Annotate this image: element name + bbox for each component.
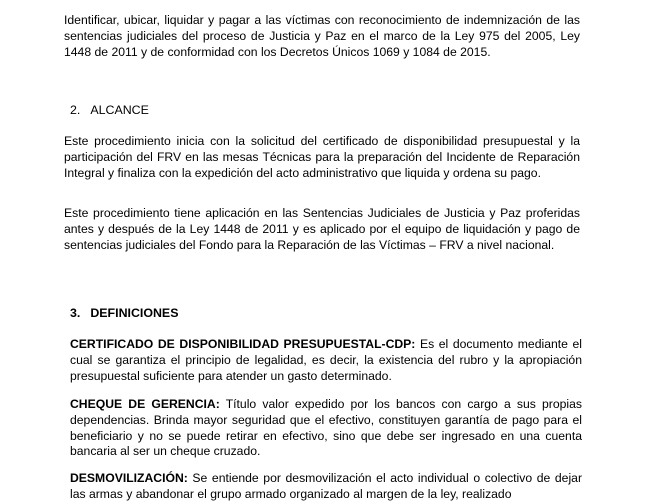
definition-cdp [70, 337, 582, 384]
definition-text: Título valor expedido por los bancos con cargo a sus propias dependencias. Brinda mayor seguridad que el efectivo, constituyen garantía de pago para el beneficiario y no se puede retirar en efectivo, sino que debe ser ingresado en una cuenta bancaria al ser un cheque cruzado. [70, 397, 582, 459]
definition-term: DESMOVILIZACIÓN: [70, 471, 188, 485]
section-number: 3. [70, 306, 81, 320]
definition-text: Es el documento mediante el cual se garantiza el principio de legalidad, es decir, la existencia del rubro y la apropiación presupuestal suficiente para atender un gasto determinado. [70, 337, 582, 383]
section-title: ALCANCE [90, 103, 149, 117]
alcance-paragraph-1: Este procedimiento inicia con la solicitud del certificado de disponibilidad presupuestal y la participación del FRV en las mesas Técnicas para la preparación del Incidente de Reparación Integral y finaliza con la expedición del acto administrativo que liquida y ordena su pago. [64, 134, 580, 180]
definition-term: CERTIFICADO DE DISPONIBILIDAD PRESUPUESTAL-CDP: [70, 337, 416, 351]
objective-paragraph: Identificar, ubicar, liquidar y pagar a las víctimas con reconocimiento de indemnización de las sentencias judiciales del proceso de Justicia y Paz en el marco de la Ley 975 del 2005, Ley 1448 de 2011 y de conformidad con los Decretos Únicos 1069 y 1084 de 2015. [64, 13, 580, 59]
section-heading-alcance [70, 102, 149, 118]
alcance-paragraph-2: Este procedimiento tiene aplicación en las Sentencias Judiciales de Justicia y Paz proferidas antes y después de la Ley 1448 de 2011 y es aplicado por el equipo de liquidación y pago de sentencias judiciales del Fondo para la Reparación de las Víctimas – FRV a nivel nacional. [64, 206, 580, 252]
definition-text: Se entiende por desmovilización el acto individual o colectivo de dejar las armas y abandonar el grupo armado organizado al margen de la ley, realizado [70, 471, 582, 501]
section-title: DEFINICIONES [90, 306, 179, 320]
definition-term: CHEQUE DE GERENCIA: [70, 397, 220, 411]
definition-desmovilizacion [70, 471, 582, 503]
section-heading-definiciones [70, 305, 178, 321]
definition-cheque-gerencia [70, 397, 582, 460]
section-number: 2. [70, 103, 81, 117]
